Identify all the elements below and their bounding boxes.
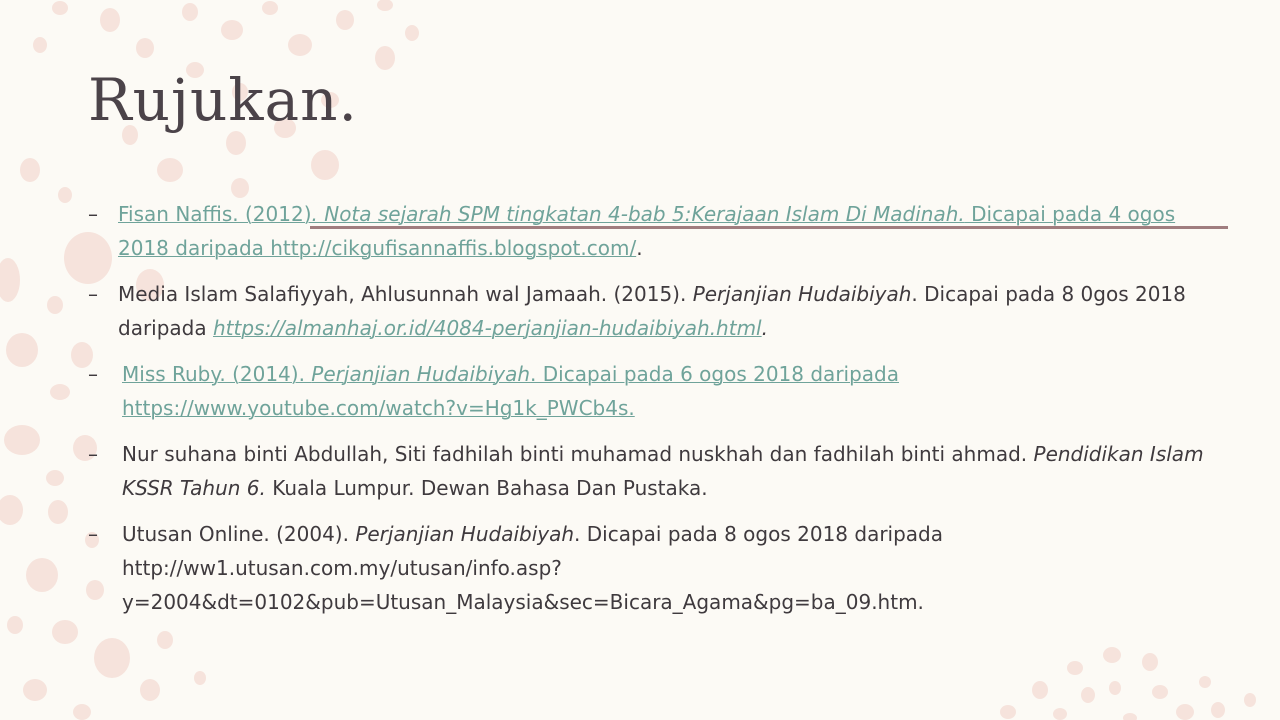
reference-end: . (636, 236, 643, 260)
reference-title: Perjanjian Hudaibiyah (692, 282, 912, 306)
bullet-dash: – (88, 362, 98, 386)
reference-author: Media Islam Salafiyyah, Ahlusunnah wal Jamaah. (2015). (118, 282, 693, 306)
reference-retrieved: . Dicapai pada 8 ogos 2018 daripada http://ww1.utusan.com.my/utusan/info.asp?y=2004&dt=0102&pub=Utusan_Malaysia&sec=Bicara_Agama&pg=ba_09.htm. (122, 522, 944, 614)
reference-retrieved: . Dicapai pada 6 ogos 2018 daripada https://www.youtube.com/watch?v=Hg1k_PWCb4s. (122, 362, 899, 420)
reference-title: Perjanjian Hudaibiyah (311, 362, 531, 386)
reference-retrieved: Kuala Lumpur. Dewan Bahasa Dan Pustaka. (265, 476, 708, 500)
reference-retrieved: Dicapai pada 4 ogos 2018 daripada http://cikgufisannaffis.blogspot.com/ (118, 202, 1176, 260)
reference-author: Fisan Naffis. (2012) (118, 202, 312, 226)
reference-url-link[interactable]: https://almanhaj.or.id/4084-perjanjian-hudaibiyah.html (213, 316, 762, 340)
reference-author: Miss Ruby. (2014). (122, 362, 312, 386)
reference-item (88, 277, 1218, 345)
reference-item (88, 357, 1218, 425)
bullet-dash: – (88, 522, 98, 546)
reference-item (88, 437, 1218, 505)
reference-title: . Nota sejarah SPM tingkatan 4-bab 5:Kerajaan Islam Di Madinah. (311, 202, 965, 226)
bullet-dash: – (88, 442, 98, 466)
bullet-dash: – (88, 282, 98, 306)
bullet-dash: – (88, 202, 98, 226)
reference-link[interactable] (122, 362, 899, 420)
reference-link[interactable] (118, 202, 1175, 260)
reference-author: Utusan Online. (2004). (122, 522, 356, 546)
reference-author: Nur suhana binti Abdullah, Siti fadhilah binti muhamad nuskhah dan fadhilah binti ahmad. (122, 442, 1034, 466)
reference-title: Perjanjian Hudaibiyah (355, 522, 575, 546)
reference-end: . (761, 316, 768, 340)
reference-item (88, 517, 1218, 619)
slide-title: Rujukan. (88, 66, 358, 134)
reference-title: Pendidikan Islam KSSR Tahun 6. (122, 442, 1204, 500)
reference-item (88, 197, 1218, 265)
reference-retrieved: . Dicapai pada 8 0gos 2018 daripada (118, 282, 1186, 340)
reference-list (88, 197, 1218, 631)
